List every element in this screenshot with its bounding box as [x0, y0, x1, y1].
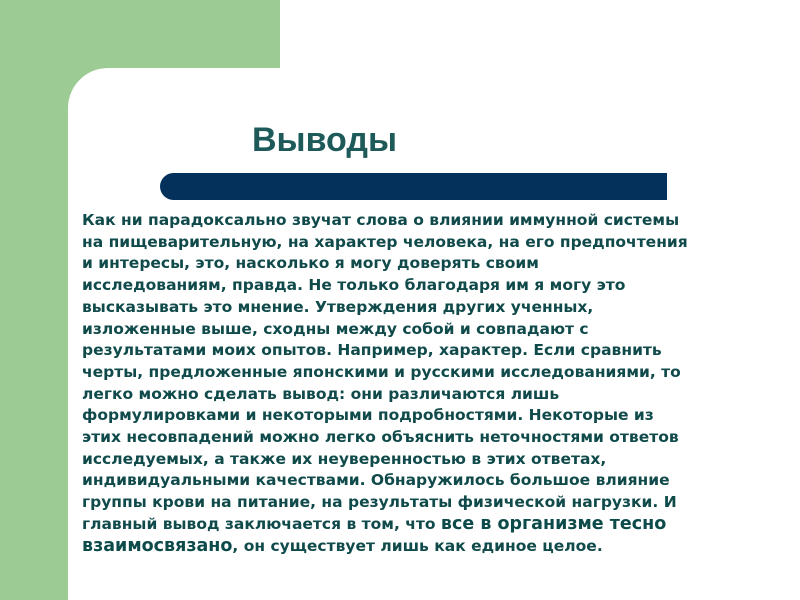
- body-line: этих несовпадений можно легко объяснить неточностями ответов: [82, 428, 679, 447]
- emphasized-phrase: все в организме тесно: [440, 513, 667, 534]
- body-line: на пищеварительную, на характер человека, на его предпочтения: [82, 232, 688, 251]
- body-line: группы крови на питание, на результаты физической нагрузки. И: [82, 493, 677, 512]
- slide-title: Выводы: [252, 121, 397, 159]
- title-underline-bar: [160, 173, 667, 200]
- body-line: легко можно сделать вывод: они различаются лишь: [82, 384, 560, 403]
- body-line: главный вывод заключается в том, что: [82, 514, 441, 533]
- body-line: исследуемых, а также их неуверенностью в этих ответах,: [82, 449, 607, 468]
- body-paragraph: [82, 210, 782, 557]
- body-line: изложенные выше, сходны между собой и совпадают с: [82, 319, 589, 338]
- body-line: индивидуальными качествами. Обнаружилось большое влияние: [82, 471, 670, 490]
- body-line: и интересы, это, насколько я могу доверять своим: [82, 254, 539, 273]
- body-line: результатами моих опытов. Например, характер. Если сравнить: [82, 341, 662, 360]
- emphasized-phrase: взаимосвязано: [82, 535, 233, 556]
- body-line: , он существует лишь как единое целое.: [232, 536, 603, 555]
- body-line: исследованиям, правда. Не только благодаря им я могу это: [82, 276, 626, 295]
- body-line: высказывать это мнение. Утверждения других ученных,: [82, 297, 594, 316]
- body-line: Как ни парадоксально звучат слова о влиянии иммунной системы: [82, 211, 680, 229]
- body-line: черты, предложенные японскими и русскими исследованиями, то: [82, 362, 681, 381]
- body-line: формулировками и некоторыми подробностями. Некоторые из: [82, 406, 654, 425]
